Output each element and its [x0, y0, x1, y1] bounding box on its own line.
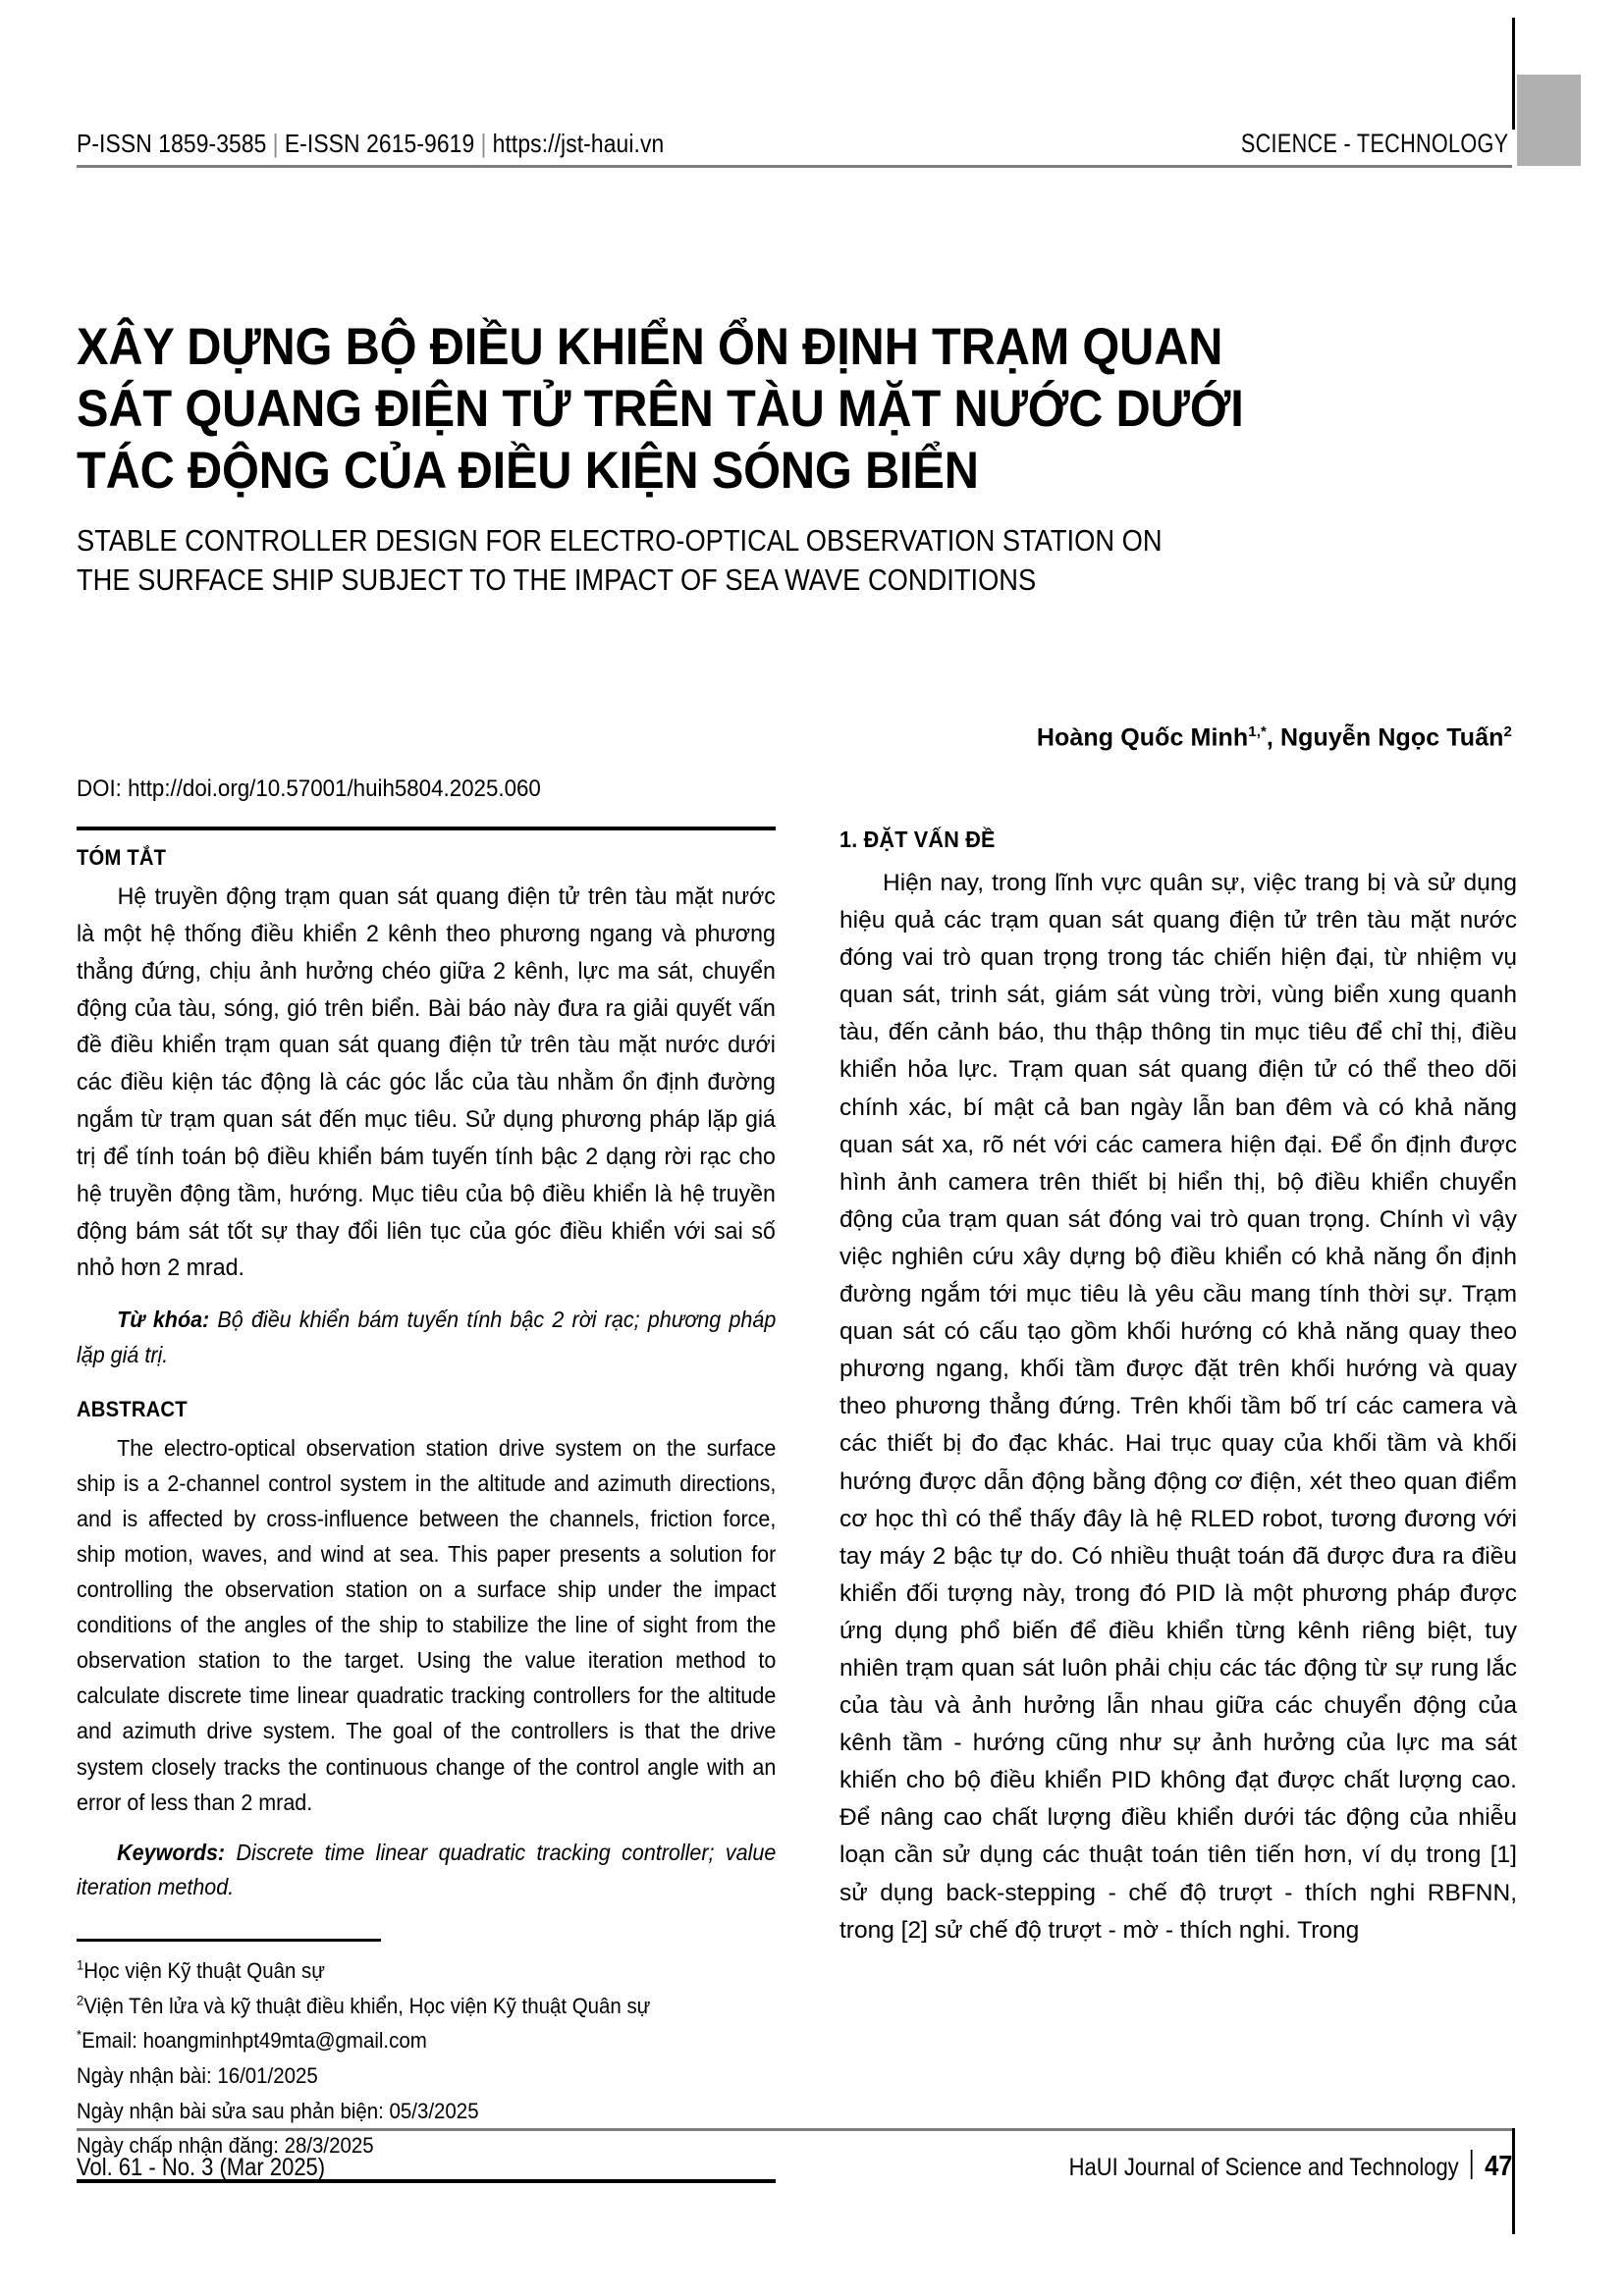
header-grey-block: [1517, 75, 1581, 166]
footnote-separator-rule: [77, 1939, 381, 1942]
date-received: Ngày nhận bài: 16/01/2025: [77, 2062, 318, 2088]
footer-page-number: 47: [1484, 2151, 1512, 2182]
abstract-top-rule: [77, 827, 776, 830]
keywords-vn-label: Từ khóa:: [117, 1307, 210, 1333]
right-column: [839, 827, 1517, 1949]
date-accepted: Ngày chấp nhận đăng: 28/3/2025: [77, 2133, 374, 2159]
author-2-affiliation-marker: 2: [1503, 723, 1512, 740]
abstract-en-body: The electro-optical observation station drive system on the surface ship is a 2-channel control system in the altitude and azimuth directions, and is affected by cross-influence between the channels, friction force, ship motion, waves, and wind at sea. This paper presents a solution for controlling the observation station on a surface ship under the impact conditions of the angles of the ship to stabilize the line of sight from the observation station to the target. Using the value iteration method to calculate discrete time linear quadratic tracking controllers for the altitude and azimuth drive system. The goal of the controllers is that the drive system closely tracks the continuous change of the control angle with an error of less than 2 mrad.: [77, 1434, 777, 1815]
p-issn: P-ISSN 1859-3585: [77, 129, 267, 158]
title-block: [77, 316, 1373, 600]
page-title-vietnamese: XÂY DỰNG BỘ ĐIỀU KHIỂN ỔN ĐỊNH TRẠM QUAN SÁT QUANG ĐIỆN TỬ TRÊN TÀU MẶT NƯỚC DƯỚI TÁC ĐỘNG CỦA ĐIỀU KIỆN SÓNG BIỂN: [77, 318, 1244, 501]
footer-journal-name: HaUI Journal of Science and Technology: [1068, 2154, 1459, 2181]
abstract-spacer: [77, 1373, 776, 1397]
keywords-en: [77, 1836, 776, 1905]
author-1-affiliation-marker: 1,*: [1248, 723, 1267, 740]
footer-rule: [77, 2128, 1512, 2131]
issn-separator-2: |: [480, 129, 487, 158]
author-2-name: , Nguyễn Ngọc Tuấn: [1266, 723, 1504, 752]
date-revised: Ngày nhận bài sửa sau phản biện: 05/3/2025: [77, 2098, 479, 2123]
keywords-en-value: Discrete time linear quadratic tracking controller; value iteration method.: [77, 1839, 777, 1900]
abstract-vn-heading: TÓM TẮT: [77, 845, 167, 870]
footnote-affiliation-1: [77, 1953, 727, 1989]
footer-divider: [1471, 2150, 1473, 2179]
doi-link[interactable]: DOI: http://doi.org/10.57001/huih5804.2025.060: [77, 775, 541, 802]
issn-line: [77, 129, 664, 163]
left-column: [77, 827, 776, 2183]
header-rule: [77, 165, 1512, 168]
page-header: [77, 106, 1512, 163]
keywords-vn-value: Bộ điều khiển bám tuyến tính bậc 2 rời rạc; phương pháp lặp giá trị.: [77, 1307, 777, 1367]
keywords-vn: [77, 1303, 776, 1372]
e-issn: E-ISSN 2615-9619: [284, 129, 475, 158]
header-right-vertical-rule: [1512, 18, 1515, 130]
section-1-heading: 1. ĐẶT VẤN ĐỀ: [839, 827, 996, 852]
page-title-english: STABLE CONTROLLER DESIGN FOR ELECTRO-OPTICAL OBSERVATION STATION ON THE SURFACE SHIP SUBJECT TO THE IMPACT OF SEA WAVE CONDITIONS: [77, 523, 1163, 597]
issn-separator-1: |: [272, 129, 279, 158]
footnote-email: [77, 2023, 727, 2058]
section-label: SCIENCE - TECHNOLOGY: [1241, 129, 1509, 158]
footnote-marker-2: 2: [77, 1992, 84, 2008]
journal-website-link[interactable]: https://jst-haui.vn: [492, 129, 665, 158]
footnote-marker-email: *: [77, 2026, 82, 2043]
section-1-body: Hiện nay, trong lĩnh vực quân sự, việc trang bị và sử dụng hiệu quả các trạm quan sát quang điện tử trên tàu mặt nước đóng vai trò quan trọng trong tác chiến hiện đại, từ nhiệm vụ quan sát, trinh sát, giám sát vùng trời, vùng biển xung quanh tàu, đến cảnh báo, thu thập thông tin mục tiêu để chỉ thị, điều khiển hỏa lực. Trạm quan sát quang điện tử có thể theo dõi chính xác, bí mật cả ban ngày lẫn ban đêm và có khả năng quan sát xa, rõ nét với các camera hiện đại. Để ổn định được hình ảnh camera trên thiết bị hiển thị, bộ điều khiển chuyển động của trạm quan sát đóng vai trò quan trọng. Chính vì vậy việc nghiên cứu xây dựng bộ điều khiển có khả năng ổn định đường ngắm tới mục tiêu là yêu cầu mang tính thời sự. Trạm quan sát có cấu tạo gồm khối hướng có khả năng quay theo phương ngang, khối tầm được đặt trên khối hướng và quay theo phương thẳng đứng. Trên khối tầm bố trí các camera và các thiết bị đo đạc khác. Hai trục quay của khối tầm và khối hướng được dẫn động bằng động cơ điện, xét theo quan điểm cơ học thì có thể thấy đây là hệ RLED robot, tương đương với tay máy 2 bậc tự do. Có nhiều thuật toán đã được đưa ra điều khiển đối tượng này, trong đó PID là một phương pháp được ứng dụng phổ biến để điều khiển từng kênh riêng biệt, tuy nhiên trạm quan sát luôn phải chịu các tác động từ sự rung lắc của tàu và ảnh hưởng lẫn nhau giữa các chuyển động của kênh tầm - hướng cũng như sự ảnh hưởng của lực ma sát khiến cho bộ điều khiển PID không đạt được chất lượng cao. Để nâng cao chất lượng điều khiển dưới tác động của nhiễu loạn cần sử dụng các thuật toán tiên tiến hơn, ví dụ trong [1] sử dụng back-stepping - chế độ trượt - thích nghi RBFNN, trong [2] sử chế độ trượt - mờ - thích nghi. Trong: [839, 870, 1517, 1944]
abstract-vn-body: Hệ truyền động trạm quan sát quang điện tử trên tàu mặt nước là một hệ thống điều khiển 2 kênh theo phương ngang và phương thẳng đứng, chịu ảnh hưởng chéo giữa 2 kênh, lực ma sát, chuyển động của tàu, sóng, gió trên biển. Bài báo này đưa ra giải quyết vấn đề điều khiển trạm quan sát quang điện tử trên tàu mặt nước dưới các điều kiện tác động là các góc lắc của tàu nhằm ổn định đường ngắm từ trạm quan sát đến mục tiêu. Sử dụng phương pháp lặp giá trị để tính toán bộ điều khiển bám tuyến tính bậc 2 dạng rời rạc cho hệ truyền động tầm, hướng. Mục tiêu của bộ điều khiển là hệ truyền động bám sát tốt sự thay đổi liên tục của góc điều khiển với sai số nhỏ hơn 2 mrad.: [77, 883, 776, 1282]
corresponding-email[interactable]: Email: hoangminhpt49mta@gmail.com: [81, 2028, 427, 2054]
footer-journal-block: [1068, 2146, 1512, 2183]
footer-volume-issue: Vol. 61 - No. 3 (Mar 2025): [77, 2154, 326, 2181]
author-1-name: Hoàng Quốc Minh: [1036, 723, 1249, 752]
affiliation-2-text: Viện Tên lửa và kỹ thuật điều khiển, Học viện Kỹ thuật Quân sự: [83, 1993, 651, 2018]
author-list: [77, 723, 1512, 752]
footnote-affiliation-2: [77, 1989, 727, 2024]
affiliation-1-text: Học viện Kỹ thuật Quân sự: [83, 1958, 325, 1984]
footer-right-vertical-rule: [1512, 2128, 1515, 2234]
page-footer: [77, 2146, 1512, 2183]
abstract-en-heading: ABSTRACT: [77, 1396, 188, 1421]
footnote-marker-1: 1: [77, 1956, 84, 1973]
keywords-en-label: Keywords:: [117, 1839, 226, 1865]
